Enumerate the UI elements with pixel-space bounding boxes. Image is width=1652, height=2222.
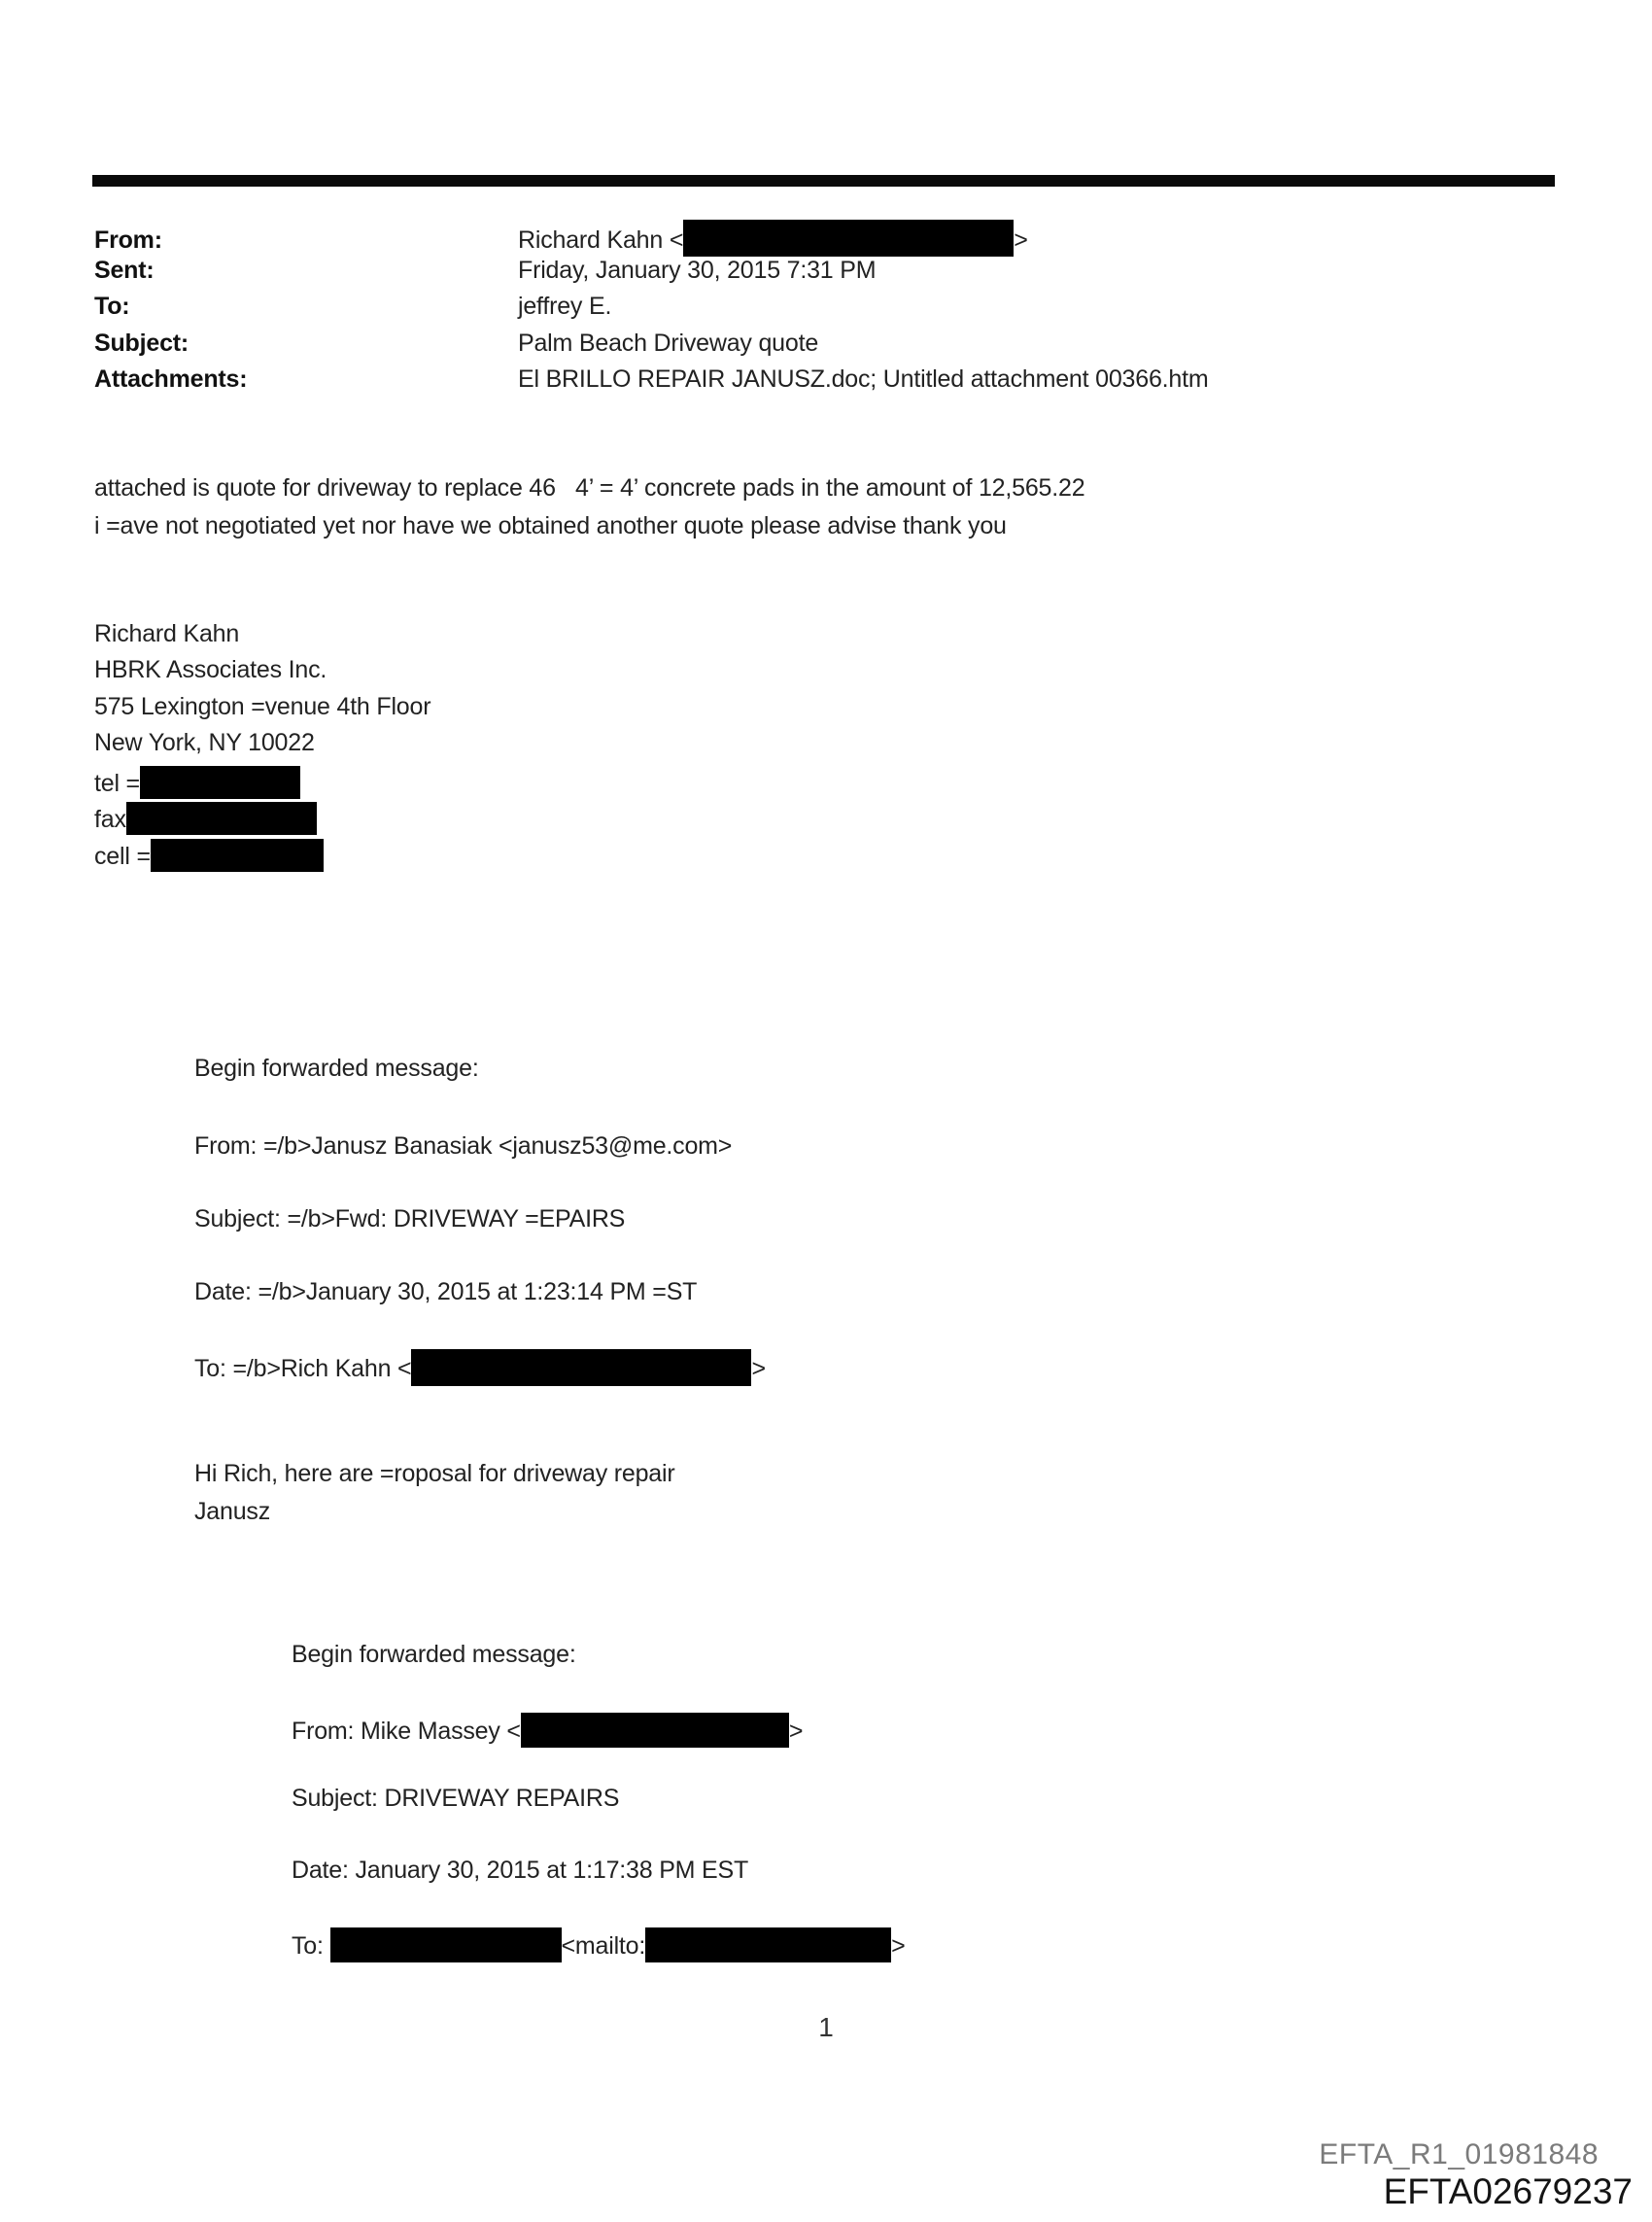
signature-cell: [94, 839, 324, 872]
signature-address2: New York, NY 10022: [94, 729, 315, 756]
forward1-begin: Begin forwarded message:: [194, 1055, 479, 1082]
signature-address1: 575 Lexington =venue 4th Floor: [94, 693, 431, 720]
header-row-to: [94, 293, 611, 321]
forward1-from: From: =/b>Janusz Banasiak <janusz53@me.com>: [194, 1132, 733, 1160]
header-row-sent: [94, 257, 876, 285]
attachments-label: Attachments:: [94, 365, 248, 393]
forward2-to-text: To:: [292, 1932, 330, 1960]
header-row-subject: [94, 330, 818, 358]
from-value-close: >: [1014, 226, 1028, 254]
redaction-bar: [645, 1927, 891, 1962]
from-value: Richard Kahn <: [518, 226, 684, 254]
bates-number-primary: EFTA02679237: [1383, 2171, 1633, 2211]
redaction-bar: [521, 1713, 789, 1748]
forward2-from-text: From: Mike Massey <: [292, 1718, 521, 1745]
signature-name: Richard Kahn: [94, 620, 240, 647]
from-label: From:: [94, 226, 162, 254]
redaction-bar: [151, 839, 324, 872]
forward2-begin: Begin forwarded message:: [292, 1641, 576, 1668]
forward1-date: Date: =/b>January 30, 2015 at 1:23:14 PM =ST: [194, 1278, 698, 1305]
forward2-subject: Subject: DRIVEWAY REPAIRS: [292, 1785, 620, 1812]
forward1-message-line: Janusz: [194, 1498, 271, 1525]
header-row-from: [94, 220, 1028, 257]
forward2-date: Date: January 30, 2015 at 1:17:38 PM EST: [292, 1857, 749, 1884]
forward2-to-close: >: [891, 1932, 906, 1960]
forward2-from-close: >: [788, 1718, 804, 1745]
signature-company: HBRK Associates Inc.: [94, 656, 327, 683]
sent-value: Friday, January 30, 2015 7:31 PM: [518, 257, 877, 284]
bates-number-secondary: EFTA_R1_01981848: [1319, 2138, 1599, 2170]
forward2-mailto-text: <mailto:: [561, 1932, 646, 1960]
subject-label: Subject:: [94, 330, 189, 357]
forward1-to-text: To: =/b>Rich Kahn <: [194, 1355, 412, 1382]
tel-label: tel =: [94, 770, 140, 797]
header-divider: [92, 175, 1555, 187]
signature-tel: [94, 766, 300, 799]
forward1-to-close: >: [751, 1355, 766, 1382]
to-label: To:: [94, 293, 130, 320]
page-number: 1: [818, 2012, 834, 2042]
redaction-bar: [126, 802, 317, 835]
to-value: jeffrey E.: [518, 293, 612, 320]
signature-fax: [94, 802, 317, 835]
attachments-value: El BRILLO REPAIR JANUSZ.doc; Untitled attachment 00366.htm: [518, 365, 1209, 393]
subject-value: Palm Beach Driveway quote: [518, 330, 819, 357]
sent-label: Sent:: [94, 257, 155, 284]
redaction-bar: [411, 1349, 751, 1386]
body-line: attached is quote for driveway to replace 46 4’ = 4’ concrete pads in the amount of 12,565.22: [94, 474, 1085, 502]
forward1-to: [194, 1349, 766, 1386]
redaction-bar: [683, 220, 1014, 257]
redaction-bar: [140, 766, 300, 799]
forward2-from: [292, 1713, 803, 1748]
redaction-bar: [330, 1927, 562, 1962]
forward1-subject: Subject: =/b>Fwd: DRIVEWAY =EPAIRS: [194, 1205, 626, 1233]
cell-label: cell =: [94, 843, 151, 870]
header-row-attachments: [94, 365, 1208, 394]
forward1-message-line: Hi Rich, here are =roposal for driveway repair: [194, 1460, 675, 1487]
fax-label: fax: [94, 806, 126, 833]
forward2-to: [292, 1927, 906, 1962]
body-line: i =ave not negotiated yet nor have we obtained another quote please advise thank you: [94, 512, 1007, 539]
